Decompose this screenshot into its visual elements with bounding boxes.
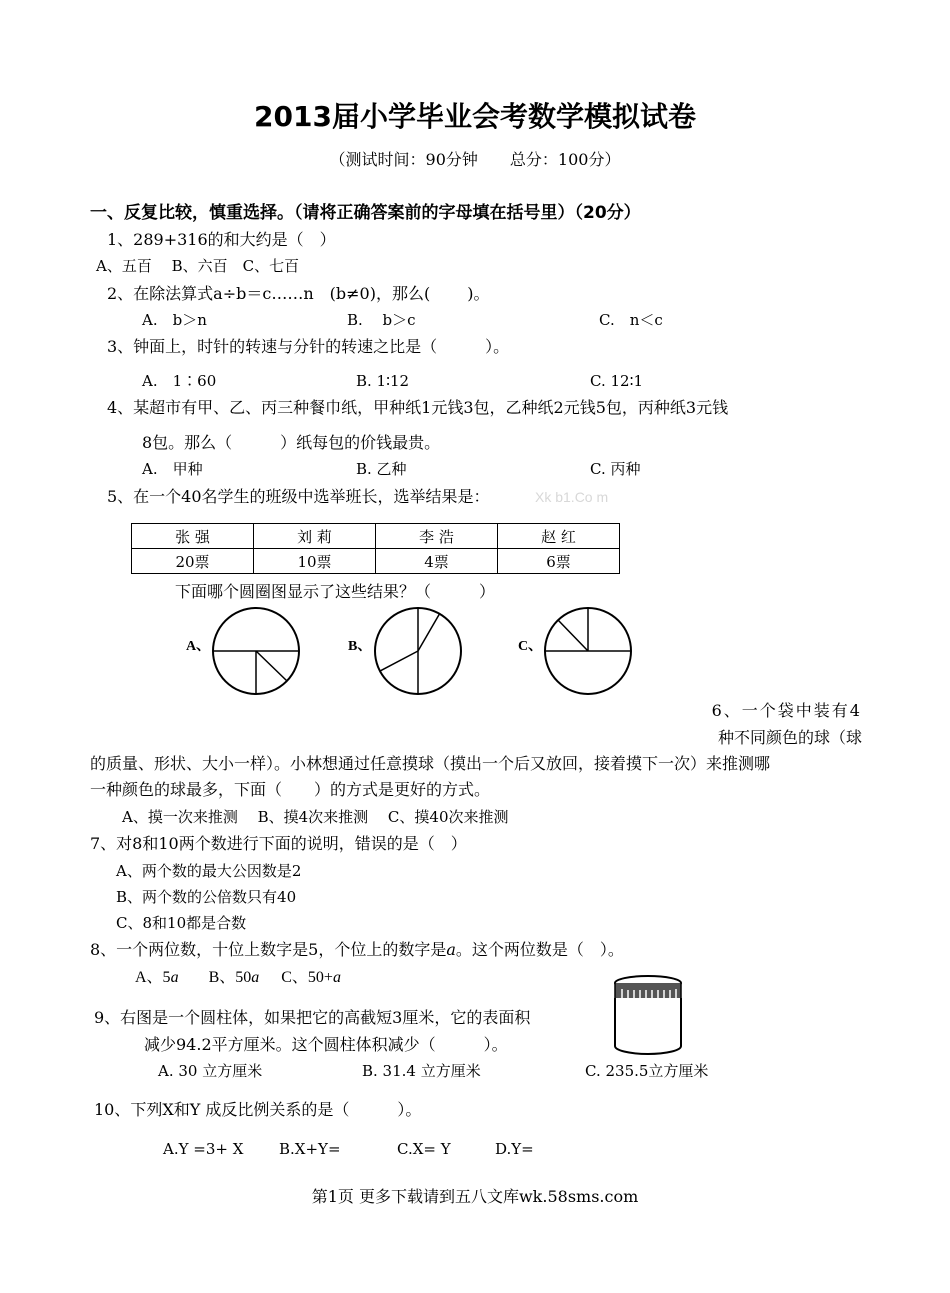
pie-divider [558,620,588,651]
question-8-text-end: 。这个两位数是（ ）。 [455,940,624,959]
question-3-option-b: B. 1∶12 [356,372,410,390]
table-cell: 李 浩 [376,524,498,549]
question-9-line-1: 9、右图是一个圆柱体，如果把它的高截短3厘米，它的表面积 [94,1008,531,1027]
pie-label-c: C、 [518,639,543,654]
question-8-option-a [135,969,179,986]
question-7-option-a: A、两个数的最大公因数是2 [116,862,302,880]
pie-chart-b [372,605,464,697]
exam-info: （测试时间：90分钟 总分：100分） [329,150,621,169]
question-10-option-a: A.Y =3+ X [163,1140,244,1158]
question-2-option-b: B. b＞c [347,311,416,329]
question-4-line-1: 4、某超市有甲、乙、丙三种餐巾纸，甲种纸1元钱3包，乙种纸2元钱5包，丙种纸3元钱 [107,398,729,417]
question-1: 1、289+316的和大约是（ ） [107,230,336,249]
pie-divider [418,613,440,651]
pie-label-b: B、 [348,639,372,654]
pie-chart-c [542,605,634,697]
option-text: A、5 [135,969,171,986]
pie-divider [256,651,287,681]
question-8 [90,940,624,959]
question-2: 2、在除法算式a÷b＝c……n (b≠0)，那么( )。 [107,284,490,303]
cylinder-illustration [606,974,692,1058]
question-8-text: 8、一个两位数，十位上数字是5，个位上的数字是 [90,940,447,959]
question-4-option-c: C. 丙种 [590,460,641,478]
question-2-option-c: C. n＜c [599,311,663,329]
question-7-option-c: C、8和10都是合数 [116,914,247,932]
question-6-options: A、摸一次来推测 B、摸4次来推测 C、摸40次来推测 [122,808,509,826]
table-cell: 6票 [498,549,620,574]
watermark: Xk b1.Co m [535,489,609,505]
variable-a: a [251,969,260,986]
vote-table [131,523,620,574]
question-10: 10、下列X和Y 成反比例关系的是（ ）。 [94,1100,422,1119]
question-4-option-b: B. 乙种 [356,460,407,478]
question-3-option-a: A. 1∶60 [142,372,217,390]
question-6-line-3: 的质量、形状、大小一样）。小林想通过任意摸球（摸出一个后又放回，接着摸下一次）来推测哪 [90,754,771,773]
question-10-option-d: D.Y= [495,1140,534,1158]
table-cell: 赵 红 [498,524,620,549]
question-5: 5、在一个40名学生的班级中选举班长，选举结果是： [107,487,490,506]
pie-label-a: A、 [186,639,211,654]
question-8-option-b [209,969,260,986]
question-6-line-4: 一种颜色的球最多，下面（ ）的方式是更好的方式。 [90,780,491,799]
question-3-option-c: C. 12∶1 [590,372,644,390]
section-heading: 一、反复比较，慎重选择。（请将正确答案前的字母填在括号里）（20分） [90,203,641,223]
question-7: 7、对8和10两个数进行下面的说明，错误的是（ ） [90,834,467,853]
question-6-line-1: 6、一个袋中装有4 [711,701,862,720]
question-9-line-2: 减少94.2平方厘米。这个圆柱体积减少（ ）。 [144,1035,508,1054]
question-10-option-c: C.X= Y [397,1140,451,1158]
question-2-option-a: A. b＞n [142,311,207,329]
table-cell: 刘 莉 [254,524,376,549]
pie-divider [380,651,418,671]
table-row [132,549,620,574]
question-5-prompt: 下面哪个圆圈图显示了这些结果？（ ） [175,582,496,601]
table-cell: 20票 [132,549,254,574]
page-footer: 第1页 更多下载请到五八文库wk.58sms.com [311,1187,639,1206]
table-cell: 10票 [254,549,376,574]
pie-chart-a [210,605,302,697]
question-8-options [135,968,341,987]
cylinder-body [615,998,681,1054]
variable-a: a [446,940,456,959]
option-text: B、50 [208,969,252,986]
question-3: 3、钟面上，时针的转速与分针的转速之比是（ ）。 [107,337,510,356]
question-1-options: A、五百 B、六百 C、七百 [96,257,300,275]
question-4-line-2: 8包。那么（ ）纸每包的价钱最贵。 [142,433,441,452]
question-10-option-b: B.X+Y= [279,1140,341,1158]
variable-a: a [332,969,341,986]
question-9-option-b: B. 31.4 立方厘米 [362,1062,481,1080]
question-4-option-a: A. 甲种 [142,460,203,478]
question-6-line-2: 种不同颜色的球（球 [717,728,862,747]
table-cell: 4票 [376,549,498,574]
variable-a: a [170,969,179,986]
question-9-option-a: A. 30 立方厘米 [158,1062,263,1080]
question-8-option-c [281,969,341,986]
option-text: C、50+ [281,969,333,986]
question-7-option-b: B、两个数的公倍数只有40 [116,888,297,906]
table-cell: 张 强 [132,524,254,549]
page-title: 2013届小学毕业会考数学模拟试卷 [254,100,696,133]
table-row [132,524,620,549]
question-9-option-c: C. 235.5立方厘米 [585,1062,709,1080]
